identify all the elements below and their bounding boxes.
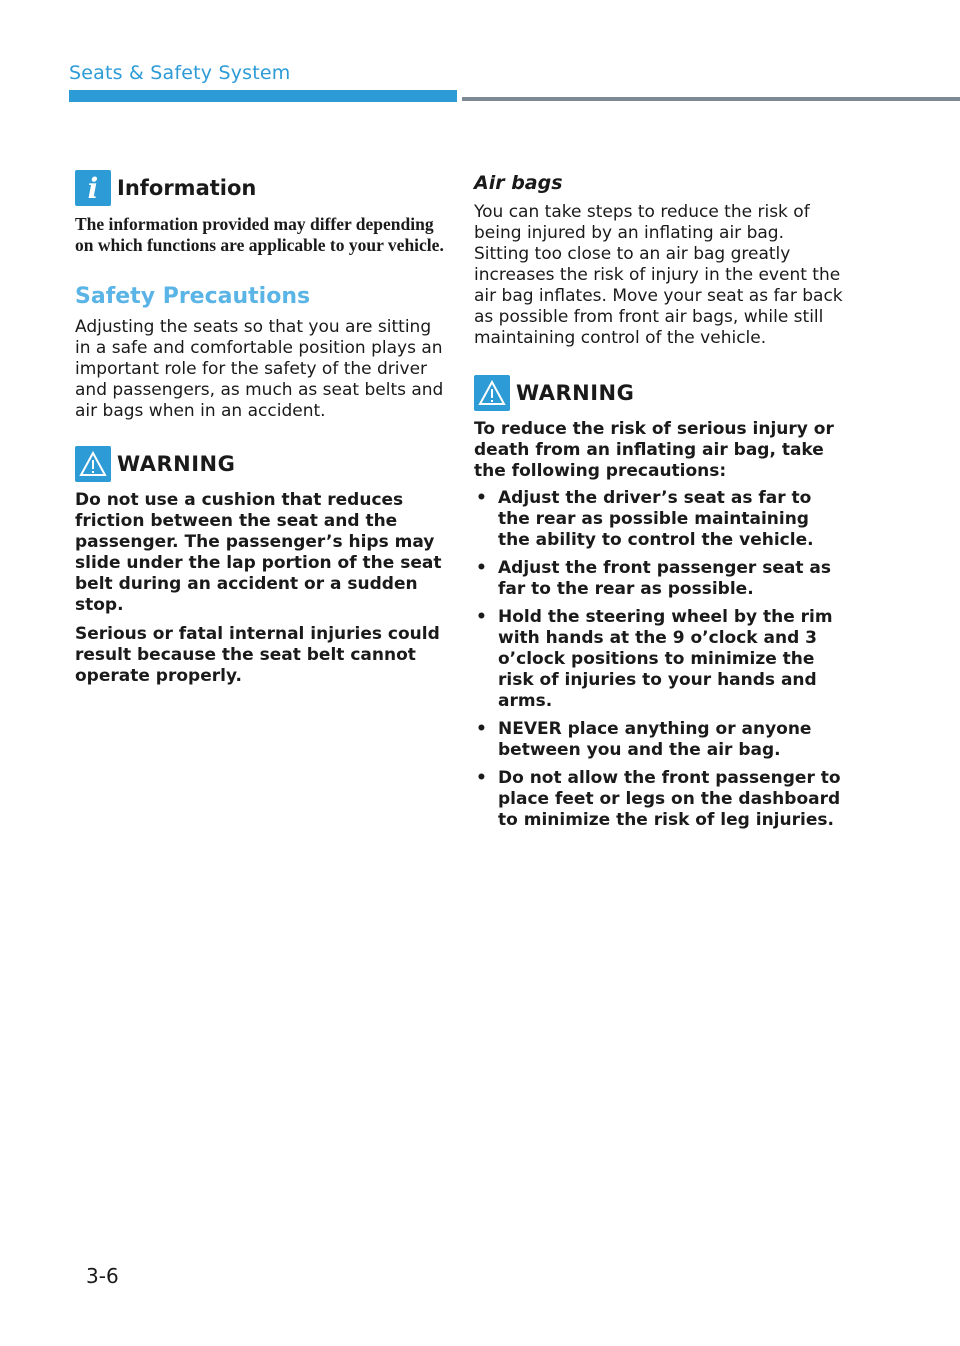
list-item — [474, 719, 844, 761]
bullet-icon: • — [476, 558, 487, 578]
right-column — [474, 172, 844, 838]
header-section-title: Seats & Safety System — [69, 62, 291, 84]
list-item-text: Adjust the front passenger seat as far to the rear as possible. — [498, 558, 831, 599]
list-item — [474, 488, 844, 551]
list-item-text: Do not allow the front passenger to place feet or legs on the dashboard to minimize the risk of leg injuries. — [498, 768, 841, 830]
list-item-text: NEVER place anything or anyone between you and the air bag. — [498, 719, 812, 760]
list-item — [474, 558, 844, 600]
header-divider-bar — [462, 97, 960, 101]
list-item — [474, 768, 844, 831]
bullet-icon: • — [476, 488, 487, 508]
list-item-text: Hold the steering wheel by the rim with hands at the 9 o’clock and 3 o’clock positions to minimize the risk of injuries to your hands and arms. — [498, 607, 833, 711]
warning-cushion-paragraph: Serious or fatal internal injuries could result because the seat belt cannot operate properly. — [75, 624, 440, 686]
warning-title: WARNING — [117, 452, 236, 476]
air-bags-text: You can take steps to reduce the risk of being injured by an inflating air bag. Sitting too close to an air bag greatly increases the risk of injury in the event the air bag inflates. Move your seat as far back as possible from front air bags, while still maintaining control of the vehicle. — [474, 202, 843, 348]
bullet-icon: • — [476, 719, 487, 739]
warning-airbag-intro: To reduce the risk of serious injury or death from an inflating air bag, take the following precautions: — [474, 419, 834, 481]
warning-triangle-icon — [75, 446, 111, 482]
bullet-icon: • — [476, 607, 487, 627]
list-item — [474, 607, 844, 712]
info-note-title: Information — [117, 176, 257, 200]
safety-precautions-heading: Safety Precautions — [75, 284, 311, 309]
warning-cushion-paragraph: Do not use a cushion that reduces friction between the seat and the passenger. The passenger’s hips may slide under the lap portion of the seat belt during an accident or a sudden stop. — [75, 490, 442, 615]
warning-cushion-body — [75, 490, 445, 687]
left-column — [75, 170, 445, 695]
warning-header-cushion — [75, 446, 445, 482]
safety-precautions-text: Adjusting the seats so that you are sitting in a safe and comfortable position plays an important role for the safety of the driver and passengers, as much as seat belts and air bags when in an accident. — [75, 317, 444, 421]
info-icon: i — [75, 170, 111, 206]
page-number: 3-6 — [86, 1264, 119, 1288]
list-item-text: Adjust the driver’s seat as far to the rear as possible maintaining the ability to control the vehicle. — [498, 488, 814, 550]
warning-header-airbag — [474, 375, 844, 411]
header-accent-bar — [69, 90, 457, 102]
info-note-text: The information provided may differ depending on which functions are applicable to your vehicle. — [75, 214, 444, 255]
warning-triangle-icon — [474, 375, 510, 411]
info-note-header — [75, 170, 445, 206]
warning-airbag-list — [474, 488, 844, 831]
air-bags-heading: Air bags — [474, 172, 563, 194]
warning-title: WARNING — [516, 381, 635, 405]
bullet-icon: • — [476, 768, 487, 788]
